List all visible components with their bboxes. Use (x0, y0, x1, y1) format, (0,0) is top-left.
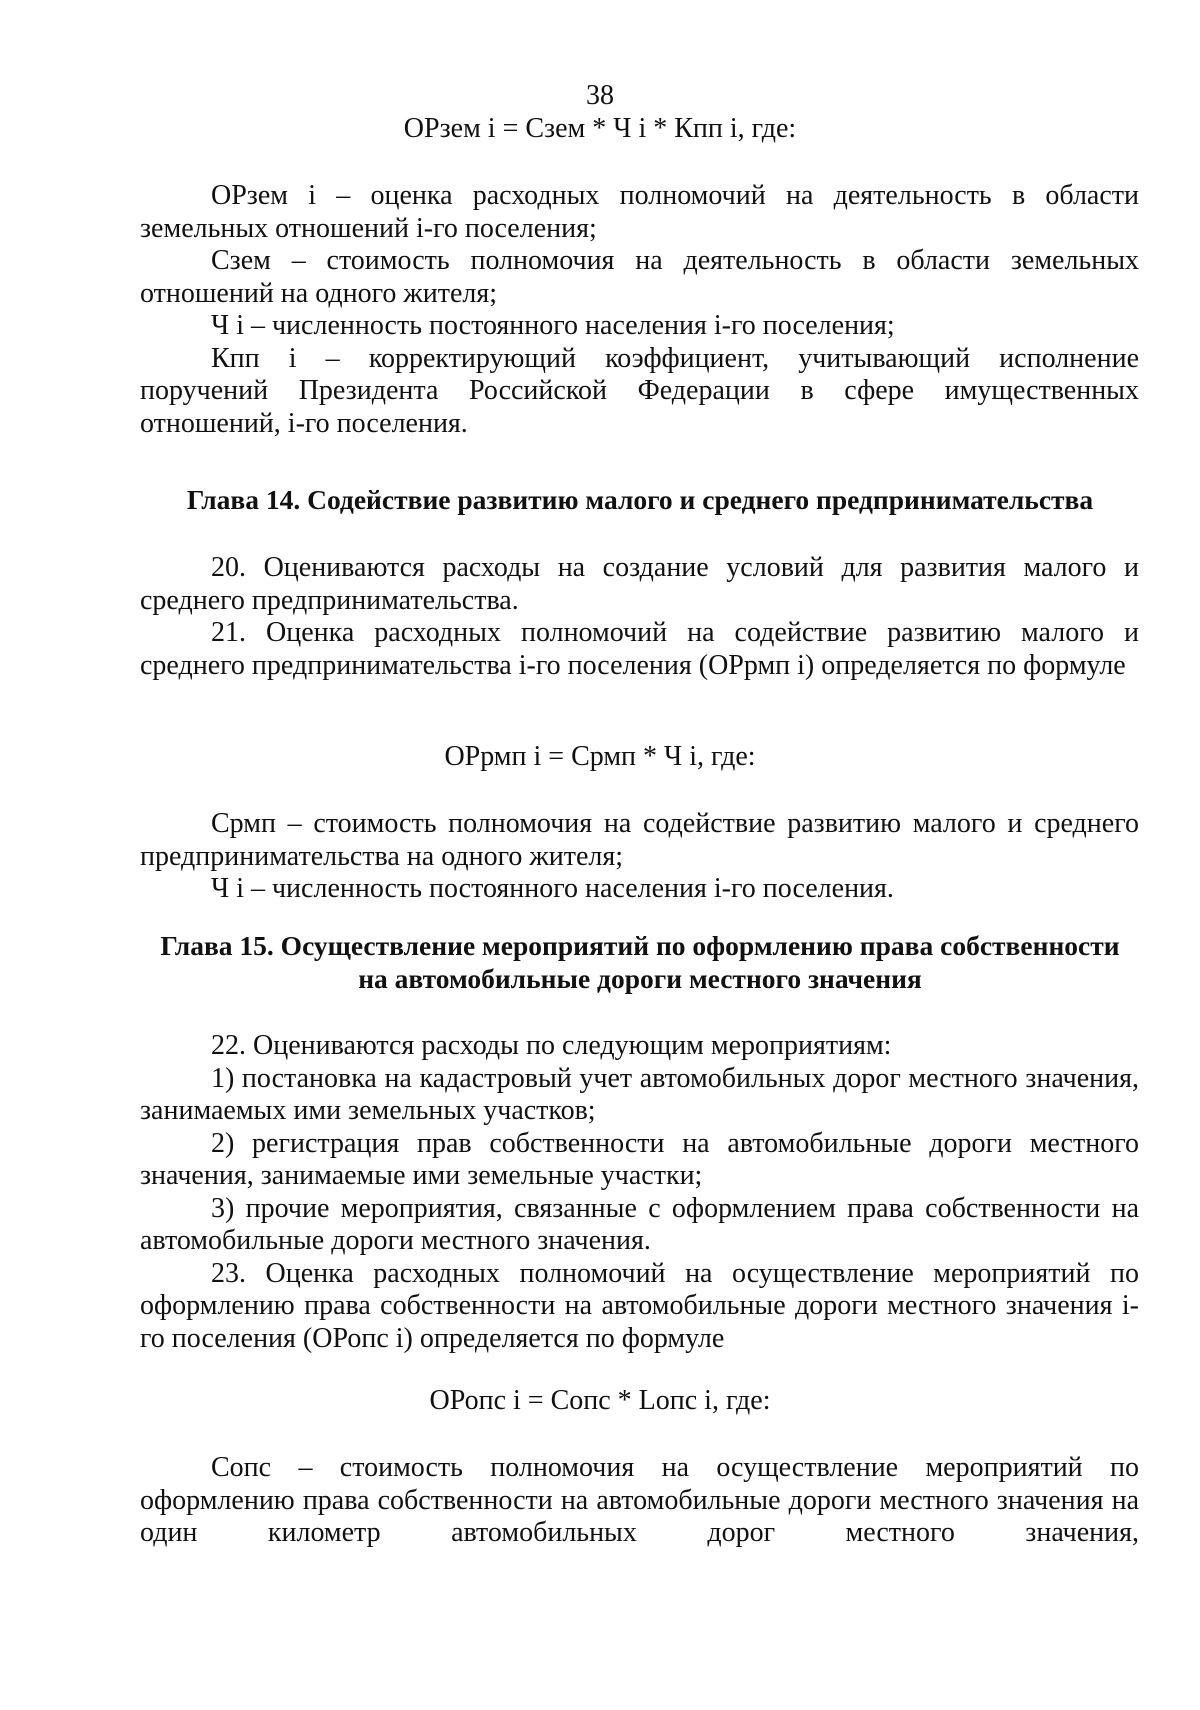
definition-sops: Сопс – стоимость полномочия на осуществление мероприятий по оформлению права собственности на автомобильные дороги местного значения на один километр автомобильных дорог местного значения, (140, 1452, 1139, 1548)
definition-orzem: ОРзем i – оценка расходных полномочий на деятельность в области земельных отношений i-го поселения; (140, 180, 1139, 244)
chapter-14-paragraphs (140, 552, 1139, 682)
formula-orzem: ОРзем i = Сзем * Ч i * Кпп i, где: (403, 113, 797, 144)
paragraph-22: 22. Оцениваются расходы по следующим мероприятиям: (211, 1030, 892, 1061)
definition-kpp: Кпп i – корректирующий коэффициент, учитывающий исполнение поручений Президента Российской Федерации в сфере имущественных отношений, i-го поселения. (140, 342, 1139, 439)
list-item-3: 3) прочие мероприятия, связанные с оформлением права собственности на автомобильные дороги местного значения. (140, 1192, 1139, 1256)
formula-orops: ОРопс i = Сопс * Lопс i, где: (429, 1385, 771, 1416)
definitions-orops (140, 1452, 1139, 1550)
definition-srmp: Срмп – стоимость полномочия на содействие развитию малого и среднего предпринимательства на одного жителя; (140, 808, 1139, 872)
paragraph-23: 23. Оценка расходных полномочий на осуществление мероприятий по оформлению права собственности на автомобильные дороги местного значения i-го поселения (ОРопс i) определяется по формуле (140, 1257, 1139, 1354)
chapter-15-paragraphs (140, 1030, 1139, 1355)
list-item-2: 2) регистрация прав собственности на автомобильные дороги местного значения, занимаемые ими земельные участки; (140, 1127, 1139, 1191)
chapter-15-heading (140, 930, 1140, 995)
definitions-orzem (140, 180, 1139, 440)
chapter-15-heading-line-2: на автомобильные дороги местного значения (358, 962, 922, 994)
paragraph-20: 20. Оцениваются расходы на создание условий для развития малого и среднего предпринимательства. (140, 552, 1139, 616)
chapter-14-heading: Глава 14. Содействие развитию малого и среднего предпринимательства (186, 484, 1094, 515)
definitions-orrmp (140, 808, 1139, 906)
page-number: 38 (586, 80, 614, 111)
formula-orrmp: ОРрмп i = Срмп * Ч i, где: (444, 741, 756, 772)
list-item-1: 1) постановка на кадастровый учет автомобильных дорог местного значения, занимаемых ими земельных участков; (140, 1062, 1139, 1126)
definition-chi-2: Ч i – численность постоянного населения i-го поселения. (211, 873, 894, 904)
definition-szem: Сзем – стоимость полномочия на деятельность в области земельных отношений на одного жителя; (140, 245, 1139, 309)
chapter-15-heading-line-1: Глава 15. Осуществление мероприятий по оформлению права собственности (160, 930, 1120, 961)
paragraph-21: 21. Оценка расходных полномочий на содействие развитию малого и среднего предпринимательства i-го поселения (ОРрмп i) определяется по формуле (140, 617, 1139, 681)
definition-chi: Ч i – численность постоянного населения i-го поселения; (211, 310, 895, 341)
